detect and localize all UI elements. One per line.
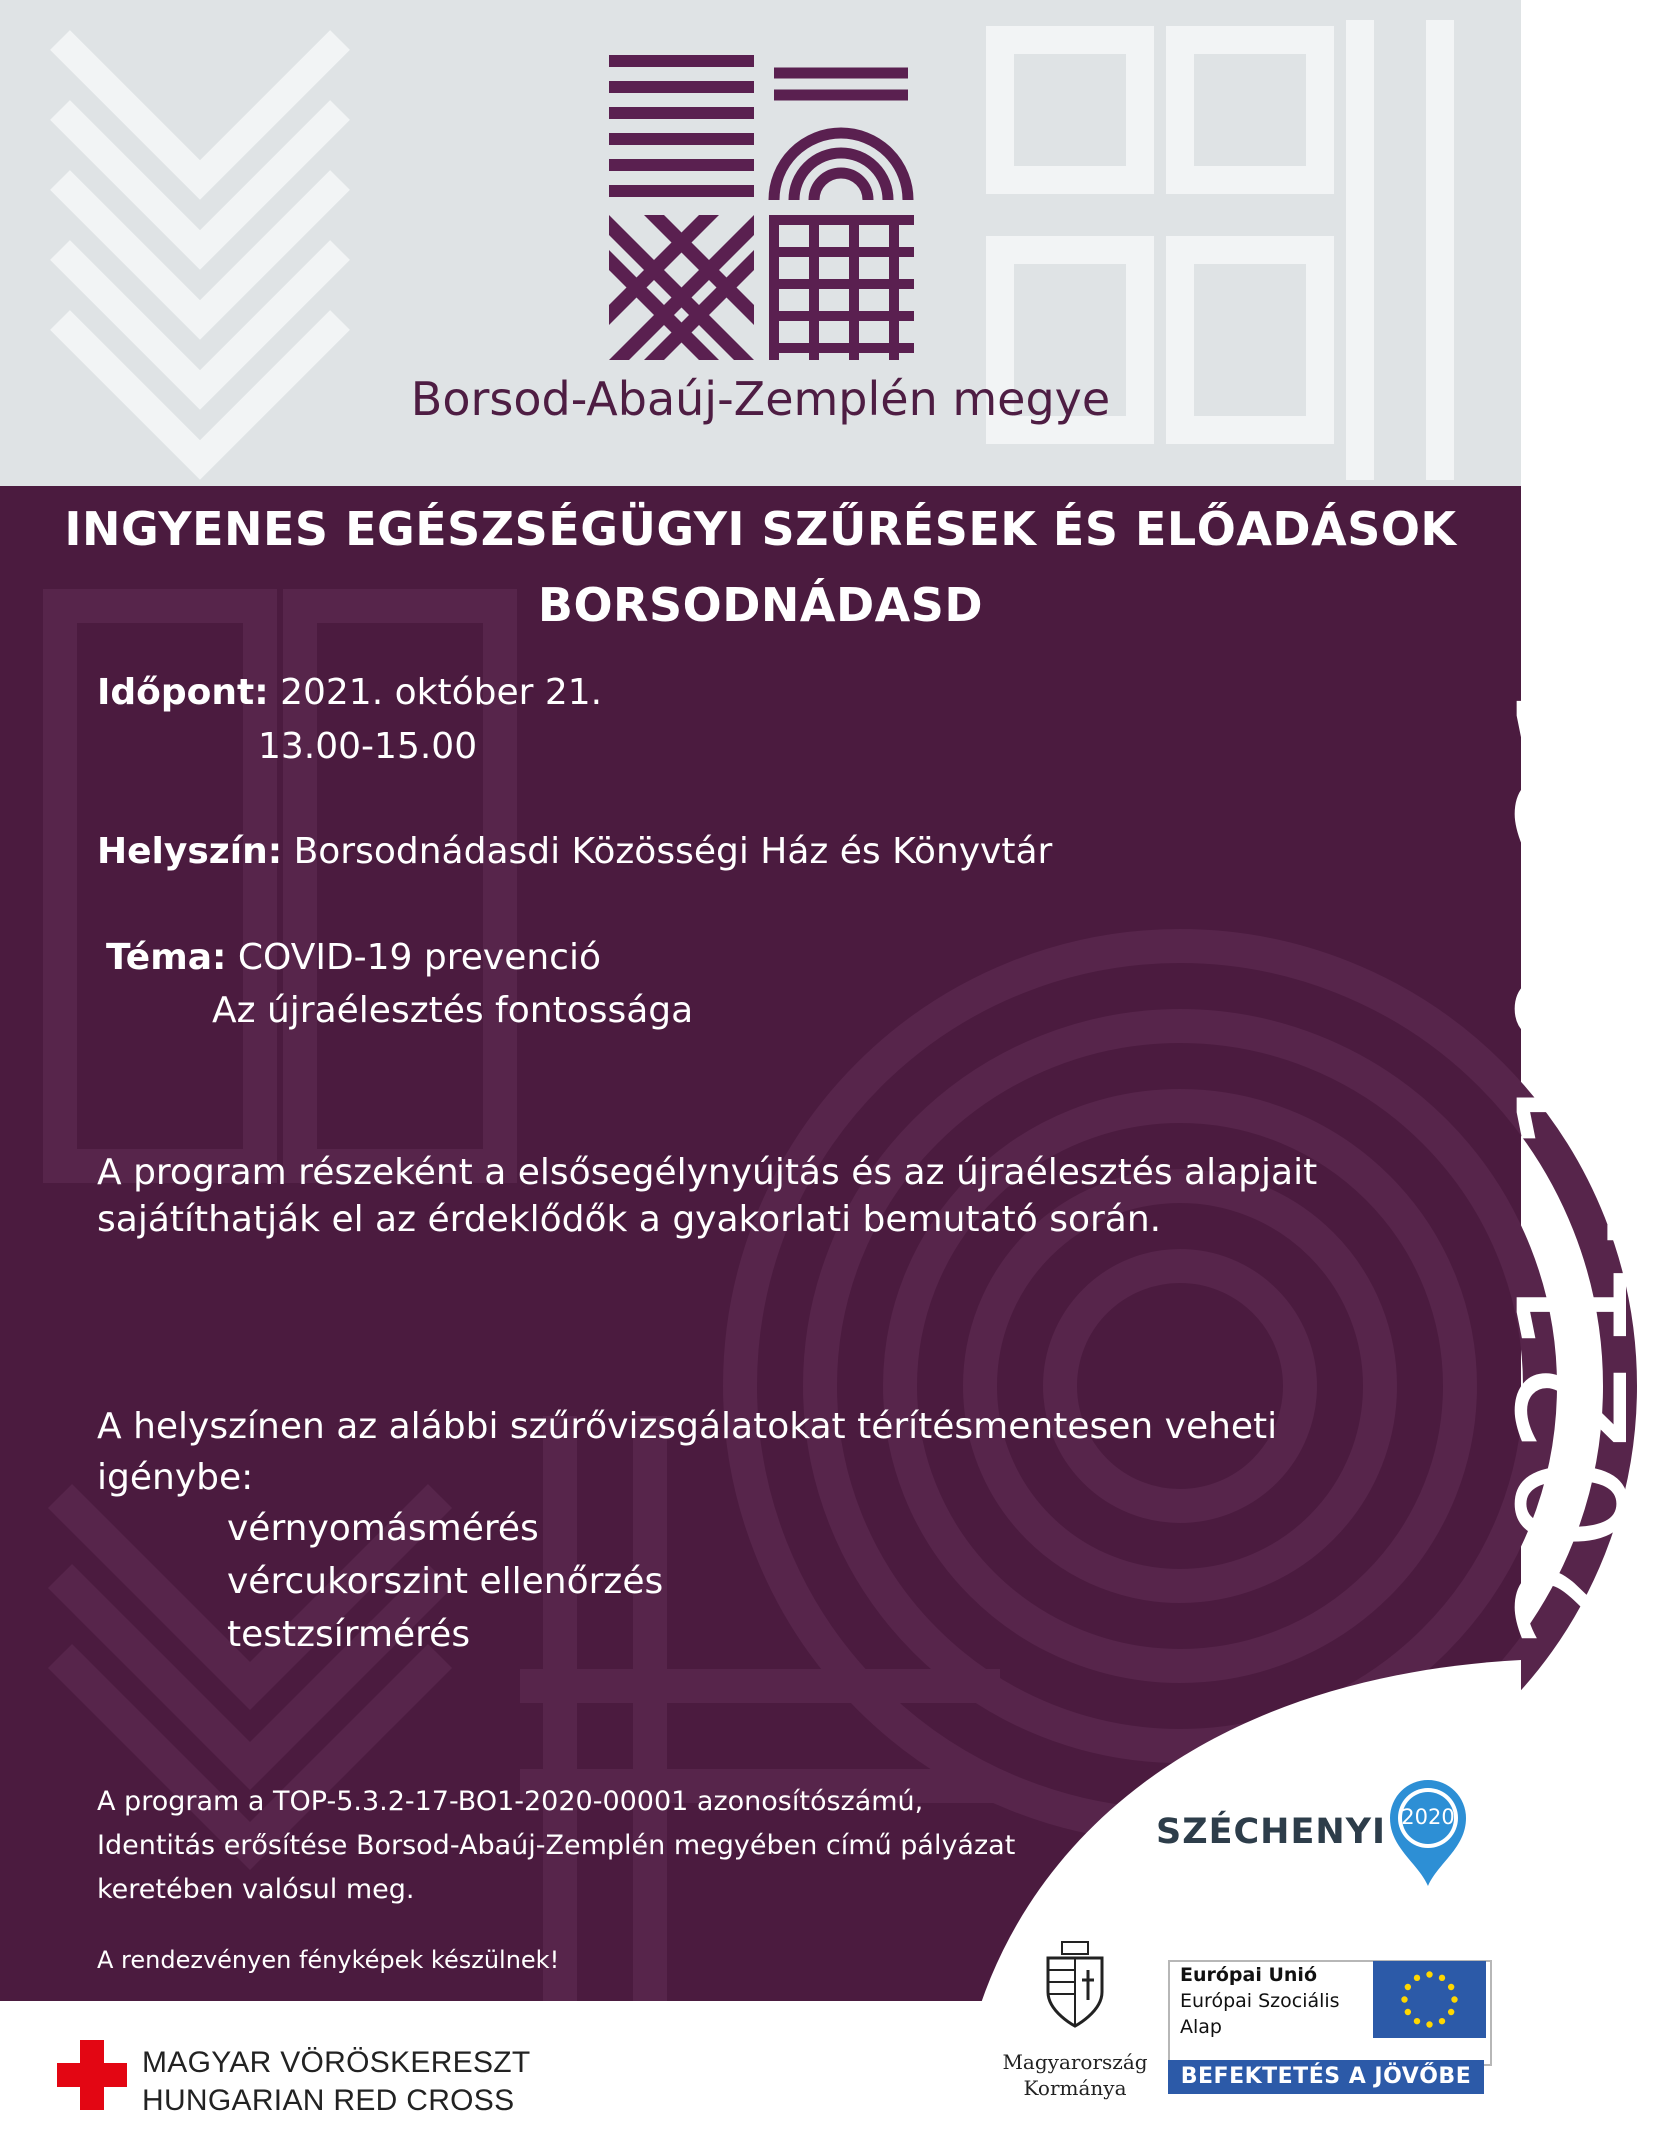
screening-item: vércukorszint ellenőrzés [227, 1561, 664, 1602]
hungarian-coat-of-arms-icon [1040, 1940, 1110, 2030]
screenings-intro-1: A helyszínen az alábbi szűrővizsgálatokat térítésmentesen veheti [97, 1406, 1278, 1447]
eu-star-icon [1426, 1971, 1432, 1977]
government-line-2: Kormánya [1023, 2076, 1127, 2100]
red-cross-icon [57, 2040, 127, 2110]
eu-star-icon [1426, 2021, 1432, 2027]
screenings-intro-2: igénybe: [97, 1457, 254, 1498]
title-line-1: INGYENES EGÉSZSÉGÜGYI SZŰRÉSEK ÉS ELŐADÁSOK [64, 502, 1457, 556]
program-line-2: sajátíthatják el az érdeklődők a gyakorlati bemutató során. [97, 1199, 1162, 1240]
szechenyi-pin-icon [1388, 1778, 1468, 1888]
eu-star-icon [1448, 1984, 1454, 1990]
event-place: Borsodnádasdi Közösségi Ház és Könyvtár [293, 831, 1053, 872]
eu-star-icon [1414, 2018, 1420, 2024]
photo-notice: A rendezvényen fényképek készülnek! [97, 1946, 560, 1974]
event-hours: 13.00-15.00 [258, 726, 478, 767]
eu-star-icon [1405, 1984, 1411, 1990]
red-cross-line-1: MAGYAR VÖRÖSKERESZT [142, 2046, 531, 2079]
eu-star-icon [1405, 2009, 1411, 2015]
funding-line-3: keretében valósul meg. [97, 1874, 415, 1905]
topic-1: COVID-19 prevenció [237, 937, 602, 978]
szechenyi-year: 2020 [1401, 1805, 1455, 1829]
eu-fund-line-1: Európai Szociális [1180, 1990, 1340, 2012]
red-cross-line-2: HUNGARIAN RED CROSS [142, 2084, 515, 2117]
county-name: Borsod-Abaúj-Zemplén megye [410, 372, 1111, 426]
eu-star-icon [1448, 2009, 1454, 2015]
funding-line-1: A program a TOP-5.3.2-17-BO1-2020-00001 azonosítószámú, [97, 1786, 924, 1817]
eu-title: Európai Unió [1180, 1964, 1317, 1986]
eu-star-icon [1401, 1996, 1407, 2002]
eu-star-icon [1439, 2018, 1445, 2024]
big-date-vertical: 2021. 10. 21. [1488, 609, 1662, 1650]
eu-star-icon [1451, 1996, 1457, 2002]
eu-flag-icon [1373, 1961, 1486, 2038]
eu-fund-line-2: Alap [1180, 2016, 1222, 2038]
szechenyi-logo-text: SZÉCHENYI [1156, 1812, 1387, 1852]
funding-line-2: Identitás erősítése Borsod-Abaúj-Zemplén megyében című pályázat [97, 1830, 1016, 1861]
time-label: Időpont: [97, 672, 269, 713]
eu-star-icon [1414, 1975, 1420, 1981]
eu-star-icon [1439, 1975, 1445, 1981]
program-line-1: A program részeként a elsősegélynyújtás és az újraélesztés alapjait [97, 1152, 1318, 1193]
topic-2: Az újraélesztés fontossága [212, 990, 694, 1031]
screening-item: testzsírmérés [227, 1614, 471, 1655]
event-date: 2021. október 21. [280, 672, 603, 713]
topic-label: Téma: [106, 937, 227, 978]
government-line-1: Magyarország [1002, 2050, 1148, 2074]
place-label: Helyszín: [97, 831, 283, 872]
eu-banner: BEFEKTETÉS A JÖVŐBE [1168, 2060, 1484, 2094]
title-line-2: BORSODNÁDASD [537, 578, 984, 632]
screening-item: vérnyomásmérés [227, 1508, 539, 1549]
